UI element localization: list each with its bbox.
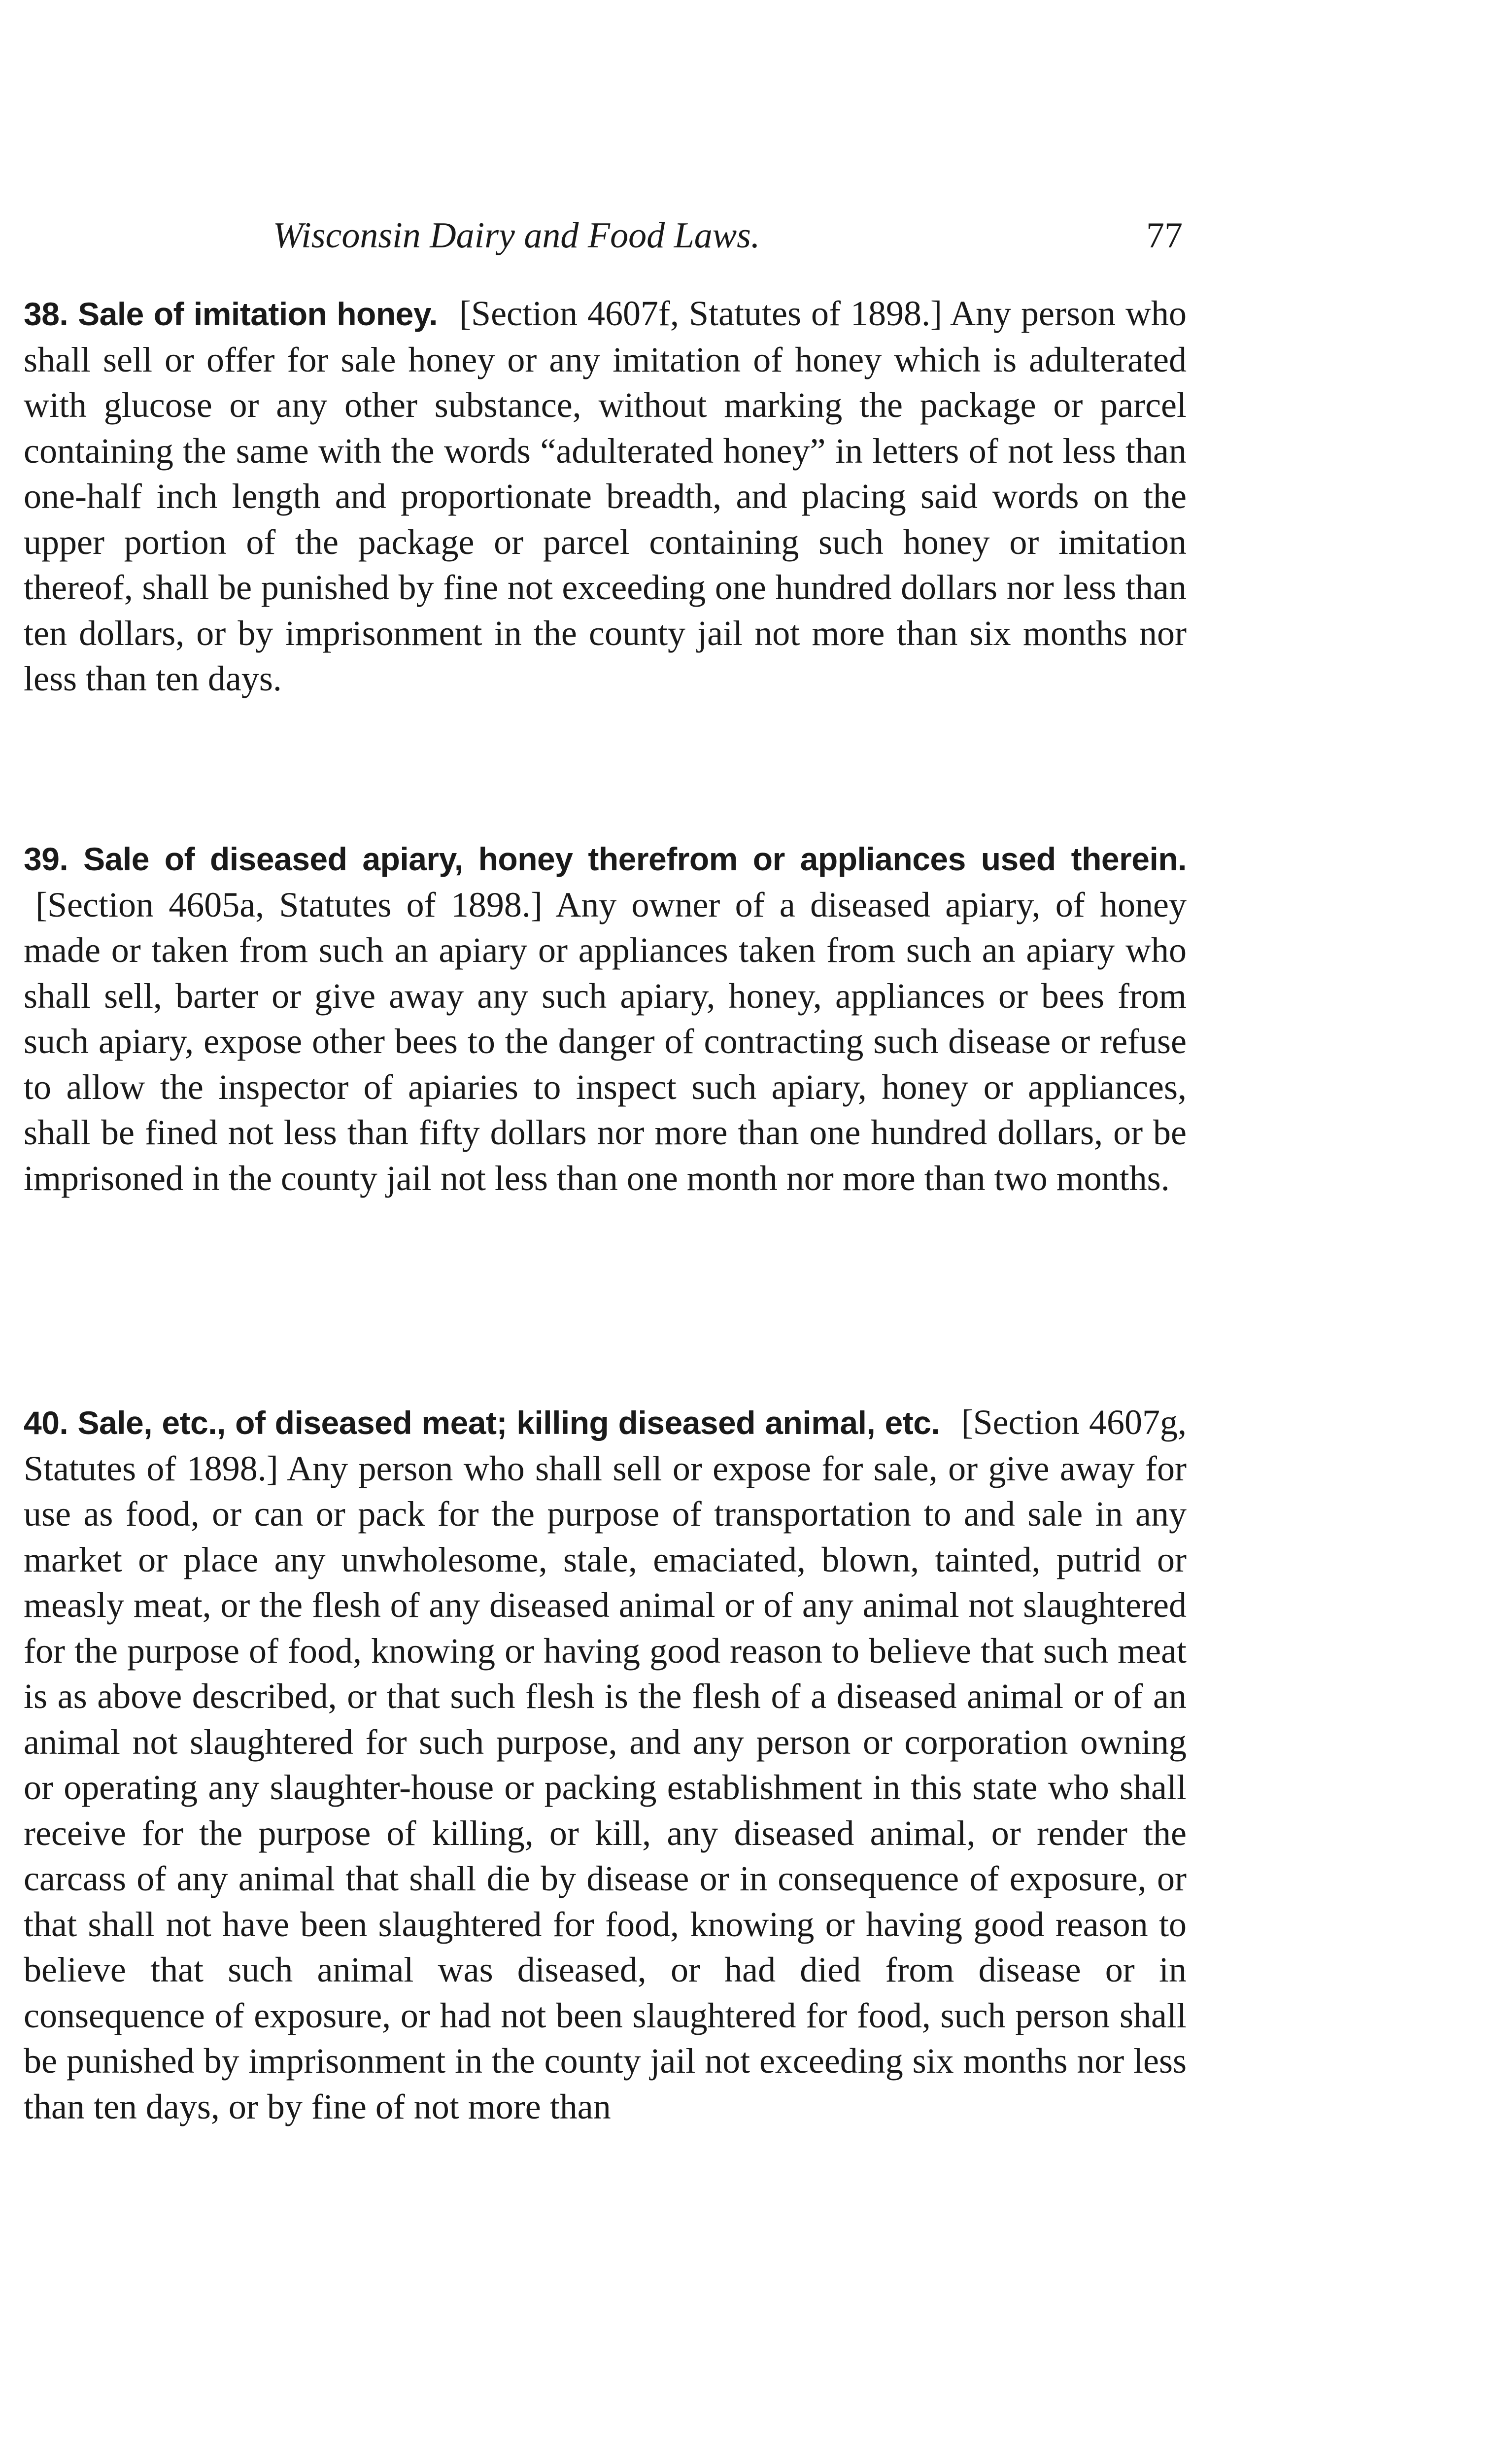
section-40 [24,1400,1187,2129]
document-page [24,0,1187,2464]
statute-citation: [Section 4605a, Statutes of 1898.] [35,885,543,924]
statute-citation: [Section 4607g, Statutes of 1898.] [24,1403,1187,1488]
section-heading: 39. Sale of diseased apiary, honey therefrom or appliances used therein. [24,841,1187,877]
running-title: Wisconsin Dairy and Food Laws. [272,215,760,256]
section-heading: 38. Sale of imitation honey. [24,296,438,332]
page-number: 77 [1146,215,1183,256]
section-body: Any owner of a diseased apiary, of honey made or taken from such an apiary or appliances taken from such an apiary who shall sell, barter or give away any such apiary, honey, appliances or bees from such apiary, expose other bees to the danger of contracting such disease or refuse to allow the inspector of apiaries to inspect such apiary, honey or appliances, shall be fined not less than fifty dollars nor more than one hundred dollars, or be imprisoned in the county jail not less than one month nor more than two months. [24,885,1187,1198]
section-heading: 40. Sale, etc., of diseased meat; killing diseased animal, etc. [24,1404,940,1441]
running-head [24,211,1187,260]
section-38 [24,291,1187,702]
statute-citation: [Section 4607f, Statutes of 1898.] [459,294,942,333]
section-39 [24,836,1187,1201]
section-body: Any person who shall sell or offer for sale honey or any imitation of honey which is adulterated with glucose or any other substance, without marking the package or parcel containing the same with the words “adulterated honey” in letters of not less than one-half inch length and proportionate breadth, and placing said words on the upper portion of the package or parcel containing such honey or imitation thereof, shall be punished by fine not exceeding one hundred dollars nor less than ten dollars, or by imprisonment in the county jail not more than six months nor less than ten days. [24,294,1187,698]
section-body: Any person who shall sell or expose for sale, or give away for use as food, or can or pack for the purpose of transportation to and sale in any market or place any unwholesome, stale, emaciated, blown, tainted, putrid or measly meat, or the flesh of any diseased animal or of any animal not slaughtered for the purpose of food, knowing or having good reason to believe that such meat is as above described, or that such flesh is the flesh of a diseased animal or of an animal not slaughtered for such purpose, and any person or corporation owning or operating any slaughter-house or packing establishment in this state who shall receive for the purpose of killing, or kill, any diseased animal, or render the carcass of any animal that shall die by disease or in consequence of exposure, or that shall not have been slaughtered for food, knowing or having good reason to believe that such animal was diseased, or had died from disease or in consequence of exposure, or had not been slaughtered for food, such person shall be punished by imprisonment in the county jail not exceeding six months nor less than ten days, or by fine of not more than [24,1448,1187,2126]
